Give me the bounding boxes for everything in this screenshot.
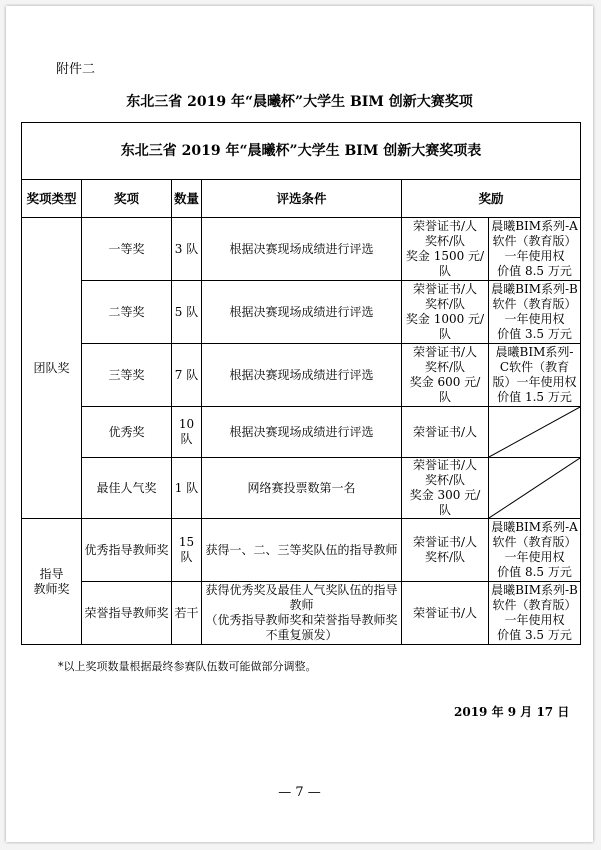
awards-table: [21, 122, 581, 645]
award-criteria: 获得优秀奖及最佳人气奖队伍的指导教师 （优秀指导教师奖和荣誉指导教师奖不重复颁发）: [202, 582, 402, 645]
award-quantity: 3 队: [172, 218, 202, 281]
award-criteria: 网络赛投票数第一名: [202, 458, 402, 519]
award-name: 二等奖: [82, 281, 172, 344]
award-name: 最佳人气奖: [82, 458, 172, 519]
table-row: [22, 582, 581, 645]
empty-cell-diagonal: [489, 407, 581, 458]
award-criteria: 根据决赛现场成绩进行评选: [202, 281, 402, 344]
award-quantity: 7 队: [172, 344, 202, 407]
document-title: 东北三省 2019 年“晨曦杯”大学生 BIM 创新大赛奖项: [126, 94, 473, 110]
award-honor: 荣誉证书/人 奖杯/队: [402, 519, 489, 582]
award-honor: 荣誉证书/人: [402, 582, 489, 645]
empty-cell-diagonal: [489, 458, 581, 519]
award-software: 晨曦BIM系列-C软件（教育版）一年使用权 价值 1.5 万元: [489, 344, 581, 407]
award-honor: 荣誉证书/人 奖杯/队 奖金 600 元/队: [402, 344, 489, 407]
table-row: [22, 407, 581, 458]
award-criteria: 获得一、二、三等奖队伍的指导教师: [202, 519, 402, 582]
award-quantity: 15 队: [172, 519, 202, 582]
award-honor: 荣誉证书/人 奖杯/队 奖金 1500 元/队: [402, 218, 489, 281]
table-row: [22, 344, 581, 407]
award-honor: 荣誉证书/人 奖杯/队 奖金 300 元/队: [402, 458, 489, 519]
header-award-type: 奖项类型: [22, 180, 82, 218]
header-reward: 奖励: [402, 180, 581, 218]
page-number: — 7 —: [278, 785, 321, 800]
award-quantity: 5 队: [172, 281, 202, 344]
group-teacher-award: 指导 教师奖: [22, 519, 82, 645]
award-name: 三等奖: [82, 344, 172, 407]
award-name: 一等奖: [82, 218, 172, 281]
award-name: 荣誉指导教师奖: [82, 582, 172, 645]
award-quantity: 1 队: [172, 458, 202, 519]
footnote: *以上奖项数量根据最终参赛队伍数可能做部分调整。: [58, 660, 317, 673]
award-software: 晨曦BIM系列-B软件（教育版）一年使用权 价值 3.5 万元: [489, 281, 581, 344]
header-quantity: 数量: [172, 180, 202, 218]
table-row: [22, 519, 581, 582]
award-honor: 荣誉证书/人 奖杯/队 奖金 1000 元/队: [402, 281, 489, 344]
award-criteria: 根据决赛现场成绩进行评选: [202, 407, 402, 458]
table-row: [22, 458, 581, 519]
award-software: 晨曦BIM系列-A软件（教育版）一年使用权 价值 8.5 万元: [489, 218, 581, 281]
header-award: 奖项: [82, 180, 172, 218]
award-software: 晨曦BIM系列-A软件（教育版）一年使用权 价值 8.5 万元: [489, 519, 581, 582]
diagonal-line: [489, 407, 580, 457]
award-software: 晨曦BIM系列-B软件（教育版）一年使用权 价值 3.5 万元: [489, 582, 581, 645]
award-name: 优秀奖: [82, 407, 172, 458]
document-date: 2019 年 9 月 17 日: [454, 705, 570, 719]
award-name: 优秀指导教师奖: [82, 519, 172, 582]
table-caption: 东北三省 2019 年“晨曦杯”大学生 BIM 创新大赛奖项表: [22, 123, 581, 180]
group-team-award: 团队奖: [22, 218, 82, 519]
document-page: [6, 6, 593, 842]
award-criteria: 根据决赛现场成绩进行评选: [202, 218, 402, 281]
award-quantity: 若干: [172, 582, 202, 645]
table-row: [22, 218, 581, 281]
appendix-label: 附件二: [56, 62, 96, 77]
table-row: [22, 281, 581, 344]
header-criteria: 评选条件: [202, 180, 402, 218]
award-honor: 荣誉证书/人: [402, 407, 489, 458]
award-quantity: 10 队: [172, 407, 202, 458]
award-criteria: 根据决赛现场成绩进行评选: [202, 344, 402, 407]
diagonal-line: [489, 458, 580, 518]
